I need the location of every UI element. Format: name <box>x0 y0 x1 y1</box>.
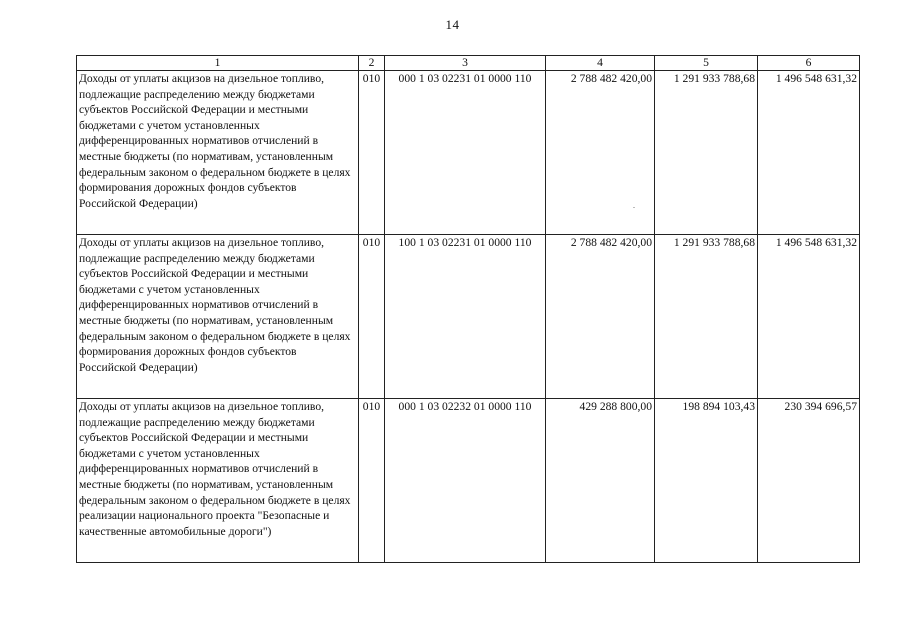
amount-col-5: 1 291 933 788,68 <box>655 71 758 235</box>
table-header-row <box>77 56 860 71</box>
header-col-6: 6 <box>758 56 860 71</box>
header-col-3: 3 <box>385 56 546 71</box>
header-col-1: 1 <box>77 56 359 71</box>
amount-col-5: 198 894 103,43 <box>655 399 758 563</box>
classification-code: 000 1 03 02231 01 0000 110 <box>385 71 546 235</box>
table-row <box>77 399 860 563</box>
scan-speck <box>633 207 635 208</box>
income-description: Доходы от уплаты акцизов на дизельное топливо, подлежащие распределению между бюджетами субъектов Российской Федерации и местными бюджетами с учетом установленных дифференцированных нормативов отчислений в местные бюджеты (по нормативам, установленным федеральным законом о федеральном бюджете в целях формирования дорожных фондов субъектов Российской Федерации) <box>77 71 359 235</box>
header-col-2: 2 <box>359 56 385 71</box>
amount-col-6: 1 496 548 631,32 <box>758 235 860 399</box>
table-row <box>77 235 860 399</box>
amount-col-4: 2 788 482 420,00 <box>546 71 655 235</box>
line-code: 010 <box>359 71 385 235</box>
amount-col-5: 1 291 933 788,68 <box>655 235 758 399</box>
amount-col-6: 1 496 548 631,32 <box>758 71 860 235</box>
table-row <box>77 71 860 235</box>
amount-col-4: 2 788 482 420,00 <box>546 235 655 399</box>
income-description: Доходы от уплаты акцизов на дизельное топливо, подлежащие распределению между бюджетами субъектов Российской Федерации и местными бюджетами с учетом установленных дифференцированных нормативов отчислений в местные бюджеты (по нормативам, установленным федеральным законом о федеральном бюджете в целях реализации национального проекта "Безопасные и качественные автомобильные дороги") <box>77 399 359 563</box>
page-number: 14 <box>445 17 460 32</box>
amount-col-6: 230 394 696,57 <box>758 399 860 563</box>
header-col-4: 4 <box>546 56 655 71</box>
classification-code: 000 1 03 02232 01 0000 110 <box>385 399 546 563</box>
budget-table <box>76 55 860 563</box>
header-col-5: 5 <box>655 56 758 71</box>
income-description: Доходы от уплаты акцизов на дизельное топливо, подлежащие распределению между бюджетами субъектов Российской Федерации и местными бюджетами с учетом установленных дифференцированных нормативов отчислений в местные бюджеты (по нормативам, установленным федеральным законом о федеральном бюджете в целях формирования дорожных фондов субъектов Российской Федерации) <box>77 235 359 399</box>
line-code: 010 <box>359 399 385 563</box>
amount-col-4: 429 288 800,00 <box>546 399 655 563</box>
classification-code: 100 1 03 02231 01 0000 110 <box>385 235 546 399</box>
line-code: 010 <box>359 235 385 399</box>
